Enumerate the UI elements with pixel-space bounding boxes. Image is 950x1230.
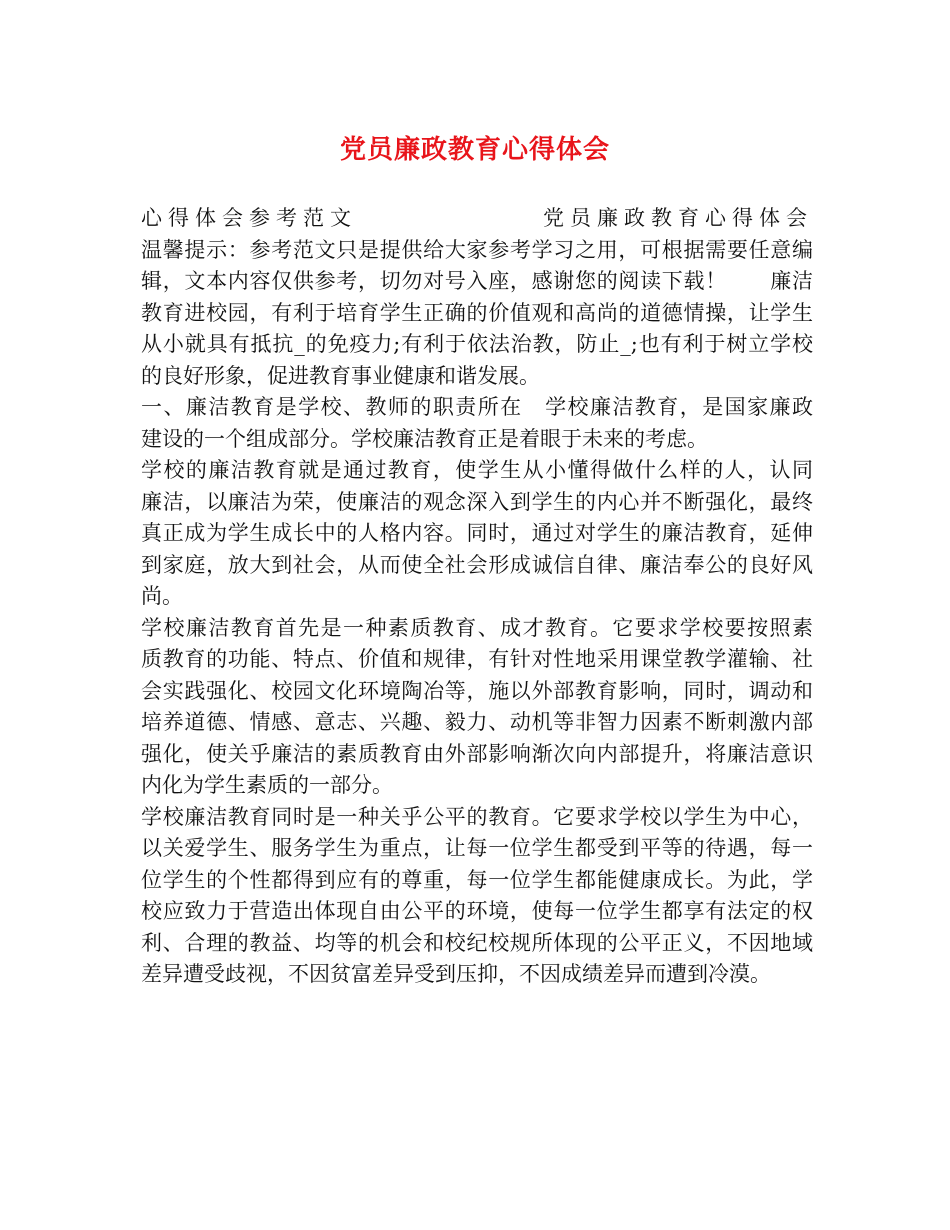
text-line: 尚。 <box>141 584 183 608</box>
header-line <box>141 203 813 235</box>
text-line: 内化为学生素质的一部分。 <box>141 773 393 797</box>
text-line: 质教育的功能、特点、价值和规律，有针对性地采用课堂教学灌输、社 <box>141 647 813 671</box>
document-title: 党员廉政教育心得体会 <box>339 135 610 165</box>
text-line: 一、廉洁教育是学校、教师的职责所在 学校廉洁教育，是国家廉政 <box>141 395 813 419</box>
text-line: 培养道德、情感、意志、兴趣、毅力、动机等非智力因素不断刺激内部 <box>141 710 813 734</box>
header-left: 心得体会参考范文 <box>141 206 357 230</box>
text-line: 从小就具有抵抗_的免疫力;有利于依法治教，防止_;也有利于树立学校 <box>141 332 813 356</box>
text-line: 的良好形象，促进教育事业健康和谐发展。 <box>141 363 540 388</box>
header-right: 党员廉政教育心得体会 <box>543 206 813 230</box>
text-line: 廉洁，以廉洁为荣，使廉洁的观念深入到学生的内心并不断强化，最终 <box>141 489 813 514</box>
text-line: 教育进校园，有利于培育学生正确的价值观和高尚的道德情操，让学生 <box>141 300 813 325</box>
text-line: 校应致力于营造出体现自由公平的环境，使每一位学生都享有法定的权 <box>141 899 813 923</box>
text-line: 以关爱学生、服务学生为重点，让每一位学生都受到平等的待遇，每一 <box>141 836 813 860</box>
text-line: 辑，文本内容仅供参考，切勿对号入座，感谢您的阅读下载！ 廉洁 <box>141 269 813 293</box>
text-line: 强化，使关乎廉洁的素质教育由外部影响渐次向内部提升，将廉洁意识 <box>141 741 813 766</box>
text-line: 学校廉洁教育首先是一种素质教育、成才教育。它要求学校要按照素 <box>141 615 813 640</box>
text-line: 位学生的个性都得到应有的尊重，每一位学生都能健康成长。为此，学 <box>141 867 813 892</box>
document-body <box>141 203 813 991</box>
text-line: 会实践强化、校园文化环境陶冶等，施以外部教育影响，同时，调动和 <box>141 678 813 703</box>
text-line: 学校的廉洁教育就是通过教育，使学生从小懂得做什么样的人，认同 <box>141 458 813 482</box>
text-line: 到家庭，放大到社会，从而使全社会形成诚信自律、廉洁奉公的良好风 <box>141 552 813 577</box>
text-line: 建设的一个组成部分。学校廉洁教育正是着眼于未来的考虑。 <box>141 426 708 451</box>
text-line: 温馨提示：参考范文只是提供给大家参考学习之用，可根据需要任意编 <box>141 237 813 262</box>
text-line: 差异遭受歧视，不因贫富差异受到压抑，不因成绩差异而遭到冷漠。 <box>141 962 771 986</box>
text-line: 利、合理的教益、均等的机会和校纪校规所体现的公平正义，不因地域 <box>141 930 813 955</box>
text-line: 学校廉洁教育同时是一种关乎公平的教育。它要求学校以学生为中心， <box>141 804 813 829</box>
text-line: 真正成为学生成长中的人格内容。同时，通过对学生的廉洁教育，延伸 <box>141 521 813 545</box>
